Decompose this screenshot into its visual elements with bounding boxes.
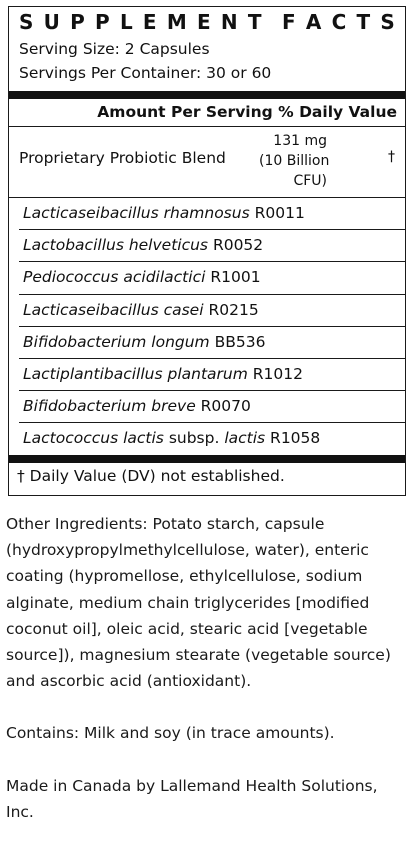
thick-divider [9,91,405,99]
strain-row [19,198,405,230]
title-letter: F [281,10,296,34]
title-letter: M [166,10,187,34]
title-letter: U [43,10,60,34]
strain-species: Lactococcus lactis [23,429,164,448]
title-letter: A [305,10,322,34]
title-letter: N [220,10,238,34]
strain-subspecies-label: subsp. [163,429,225,448]
blend-amount-line: CFU) [293,173,327,189]
facts-title [9,7,405,37]
title-letter: S [380,10,395,34]
strain-code: R0052 [208,236,264,255]
serving-size: Serving Size: 2 Capsules [19,40,210,58]
title-letter: T [247,10,262,34]
strain-code: R1001 [205,268,261,287]
title-letter: P [70,10,85,34]
blend-daily-value: † [388,149,395,165]
strain-species: Lacticaseibacillus casei [23,300,204,319]
strain-row [19,359,405,391]
strain-species: Bifidobacterium breve [23,397,196,416]
contains-statement: Contains: Milk and soy (in trace amounts). [6,724,335,743]
strain-row [19,230,405,262]
strain-row [19,262,405,294]
strain-subspecies: lactis [224,429,266,448]
strain-species: Lactobacillus helveticus [23,236,209,255]
label-text-block [6,511,410,825]
thick-divider [9,455,405,463]
title-letter: L [119,10,133,34]
blend-amount-line: (10 Billion [259,153,330,169]
supplement-facts-panel [8,6,406,496]
strain-code: R1012 [247,364,303,383]
strain-species: Pediococcus acidilactici [23,268,206,287]
strain-list [9,198,405,455]
strain-row [19,295,405,327]
servings-per-container: Servings Per Container: 30 or 60 [19,64,272,82]
title-letter: P [95,10,110,34]
strain-row [19,327,405,359]
strain-species: Bifidobacterium longum [23,332,210,351]
strain-code: BB536 [209,332,266,351]
blend-name: Proprietary Probiotic Blend [19,149,226,167]
amount-per-serving-header: Amount Per Serving % Daily Value [9,99,405,127]
title-letter: E [142,10,157,34]
strain-code: R0215 [203,300,259,319]
strain-row [19,391,405,423]
title-letter: S [19,10,34,34]
daily-value-footnote: † Daily Value (DV) not established. [17,466,285,485]
strain-code: R0011 [249,204,305,222]
blend-amount [259,131,330,191]
blend-row [9,127,405,198]
title-letter: C [331,10,347,34]
blend-amount-line: 131 mg [273,133,327,149]
strain-row [19,423,405,454]
strain-species: Lacticaseibacillus rhamnosus [23,204,250,222]
title-letter: T [356,10,371,34]
strain-code: R1058 [265,429,321,448]
strain-species: Lactiplantibacillus plantarum [23,364,248,383]
title-letter: E [196,10,211,34]
other-ingredients: Other Ingredients: Potato starch, capsule (hydroxypropylmethylcellulose, water), enteric coating (hypromellose, ethylcellulose, sodium alginate, medium chain triglycerides [modified coconut oil], oleic acid, stearic acid [vegetable source]), magnesium stearate (vegetable source) and ascorbic acid (antioxidant). [6,515,391,691]
strain-code: R0070 [195,397,251,416]
manufacturer-statement: Made in Canada by Lallemand Health Solutions, Inc. [6,776,378,821]
